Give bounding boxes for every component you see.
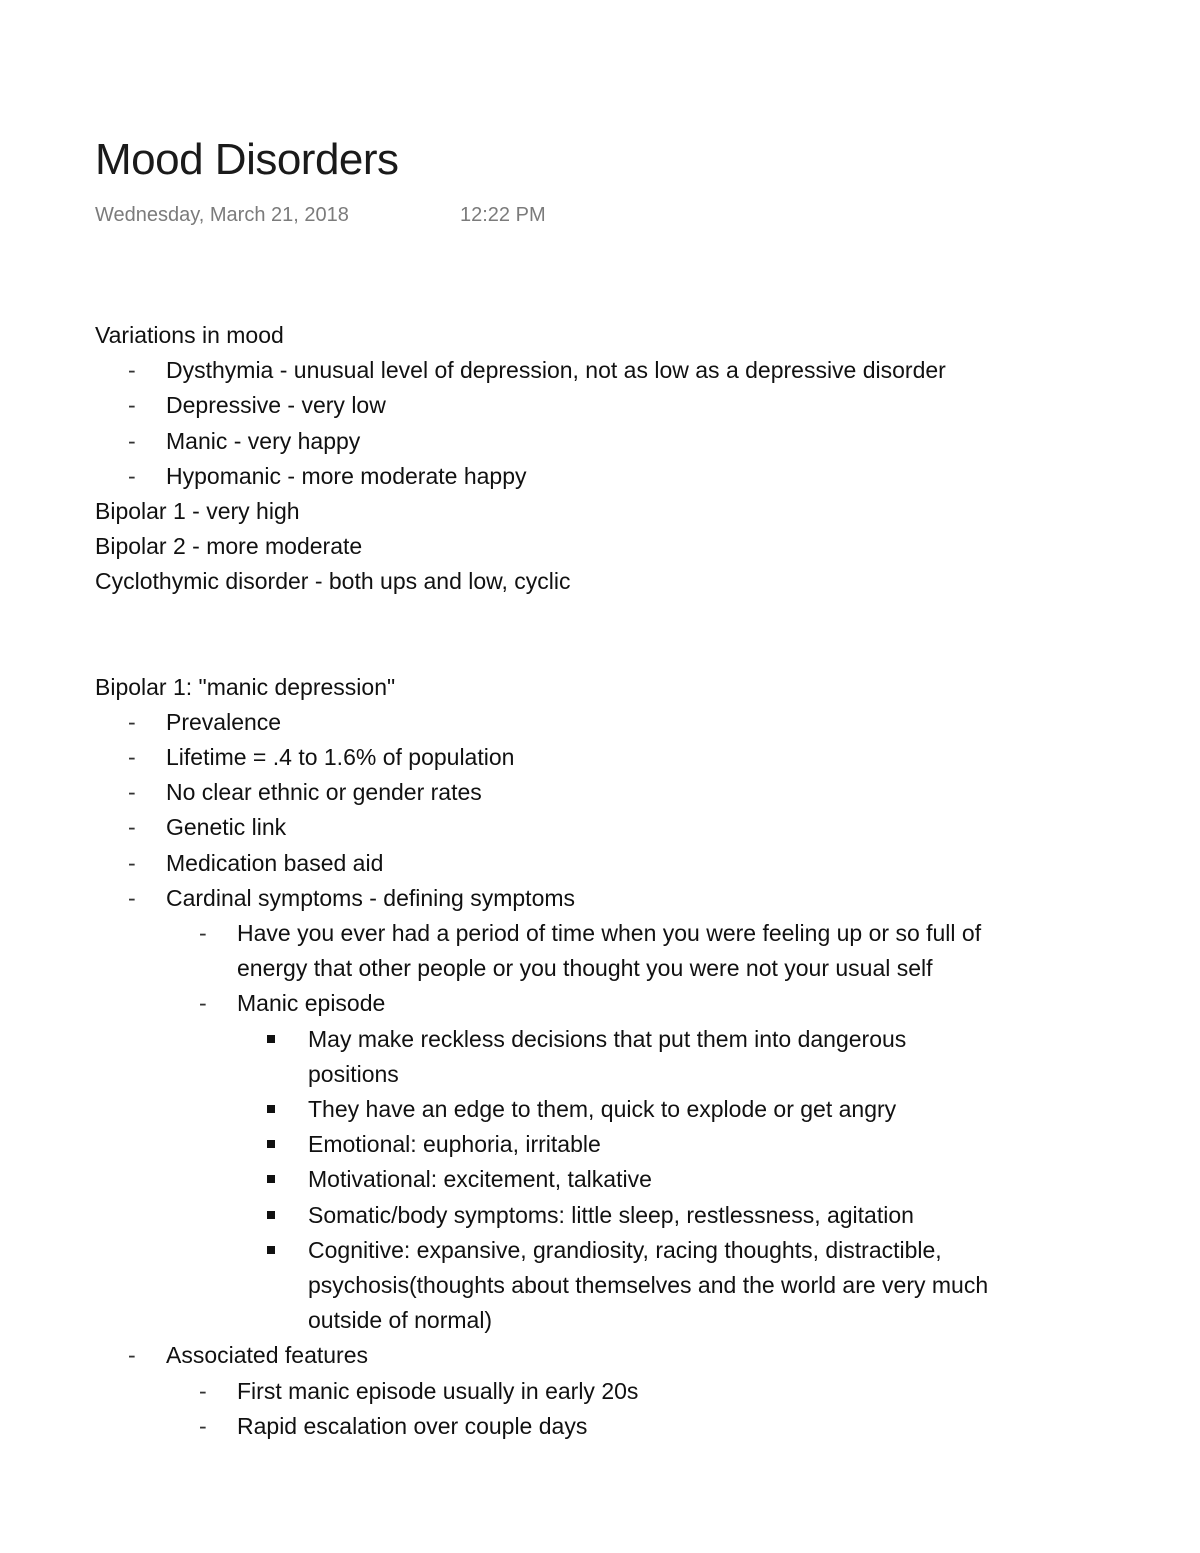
list-item xyxy=(95,986,1125,1021)
list-item-text: Associated features xyxy=(166,1342,369,1369)
square-bullet-icon xyxy=(267,1035,275,1043)
list-item-continuation: psychosis(thoughts about themselves and the world are very much xyxy=(308,1272,989,1299)
list-item-text: Cardinal symptoms - defining symptoms xyxy=(166,884,576,911)
list-item-text: Emotional: euphoria, irritable xyxy=(308,1131,601,1158)
list-item-text: Have you ever had a period of time when you were feeling up or so full of xyxy=(237,920,982,947)
page-title: Mood Disorders xyxy=(95,135,399,184)
list-item xyxy=(95,740,1125,775)
list-item-text: Motivational: excitement, talkative xyxy=(308,1166,652,1193)
list-item xyxy=(95,1162,1125,1197)
square-bullet-icon xyxy=(267,1140,275,1148)
note-body xyxy=(95,318,1125,1444)
list-item xyxy=(95,810,1125,845)
list-item xyxy=(95,1198,1125,1233)
list-item xyxy=(95,353,1125,388)
dash-bullet: - xyxy=(128,392,136,419)
list-item xyxy=(95,388,1125,423)
list-item-text: Hypomanic - more moderate happy xyxy=(166,462,527,489)
dash-bullet: - xyxy=(128,814,136,841)
list-item xyxy=(95,705,1125,740)
list-item xyxy=(95,916,1125,951)
dash-bullet: - xyxy=(199,990,207,1017)
list-item xyxy=(95,424,1125,459)
list-item-continuation: energy that other people or you thought you were not your usual self xyxy=(237,955,933,982)
dash-bullet: - xyxy=(128,779,136,806)
dash-bullet: - xyxy=(128,708,136,735)
list-item-text: Lifetime = .4 to 1.6% of population xyxy=(166,744,515,771)
square-bullet-icon xyxy=(267,1175,275,1183)
list-item-text: Rapid escalation over couple days xyxy=(237,1412,588,1439)
list-item-text: Manic episode xyxy=(237,990,386,1017)
list-item-text: Depressive - very low xyxy=(166,392,386,419)
dash-bullet: - xyxy=(128,1342,136,1369)
list-item xyxy=(95,1233,1125,1268)
dash-bullet: - xyxy=(199,1412,207,1439)
list-item-text: Manic - very happy xyxy=(166,427,361,454)
list-item-text: No clear ethnic or gender rates xyxy=(166,779,482,806)
list-item xyxy=(95,1022,1125,1057)
list-item xyxy=(95,1374,1125,1409)
note-time: 12:22 PM xyxy=(460,204,546,226)
list-item xyxy=(95,1338,1125,1373)
square-bullet-icon xyxy=(267,1211,275,1219)
dash-bullet: - xyxy=(199,920,207,947)
list-item-text: Medication based aid xyxy=(166,849,384,876)
list-item-continuation: outside of normal) xyxy=(308,1307,493,1334)
list-item-text: May make reckless decisions that put them into dangerous xyxy=(308,1025,907,1052)
dash-bullet: - xyxy=(128,462,136,489)
list-item-text: Dysthymia - unusual level of depression, not as low as a depressive disorder xyxy=(166,357,946,384)
note-line: Cyclothymic disorder - both ups and low, cyclic xyxy=(95,568,571,595)
list-item xyxy=(95,846,1125,881)
section-heading: Bipolar 1: "manic depression" xyxy=(95,673,396,700)
list-item-text: Somatic/body symptoms: little sleep, restlessness, agitation xyxy=(308,1201,914,1228)
note-timestamp xyxy=(95,202,546,228)
note-date: Wednesday, March 21, 2018 xyxy=(95,204,349,226)
note-line: Bipolar 2 - more moderate xyxy=(95,533,363,560)
square-bullet-icon xyxy=(267,1105,275,1113)
square-bullet-icon xyxy=(267,1246,275,1254)
dash-bullet: - xyxy=(128,849,136,876)
list-item-text: Cognitive: expansive, grandiosity, racing thoughts, distractible, xyxy=(308,1236,942,1263)
dash-bullet: - xyxy=(128,427,136,454)
list-item-text: First manic episode usually in early 20s xyxy=(237,1377,639,1404)
list-item-text: Prevalence xyxy=(166,708,282,735)
list-item xyxy=(95,1127,1125,1162)
list-item xyxy=(95,775,1125,810)
list-item-text: Genetic link xyxy=(166,814,287,841)
list-item xyxy=(95,459,1125,494)
list-item xyxy=(95,1409,1125,1444)
note-line: Bipolar 1 - very high xyxy=(95,498,300,525)
dash-bullet: - xyxy=(128,744,136,771)
list-item-text: They have an edge to them, quick to explode or get angry xyxy=(308,1096,897,1123)
dash-bullet: - xyxy=(199,1377,207,1404)
section-heading: Variations in mood xyxy=(95,322,284,348)
dash-bullet: - xyxy=(128,357,136,384)
list-item-continuation: positions xyxy=(308,1060,399,1087)
dash-bullet: - xyxy=(128,884,136,911)
list-item xyxy=(95,1092,1125,1127)
list-item xyxy=(95,881,1125,916)
spacer xyxy=(95,600,1125,670)
